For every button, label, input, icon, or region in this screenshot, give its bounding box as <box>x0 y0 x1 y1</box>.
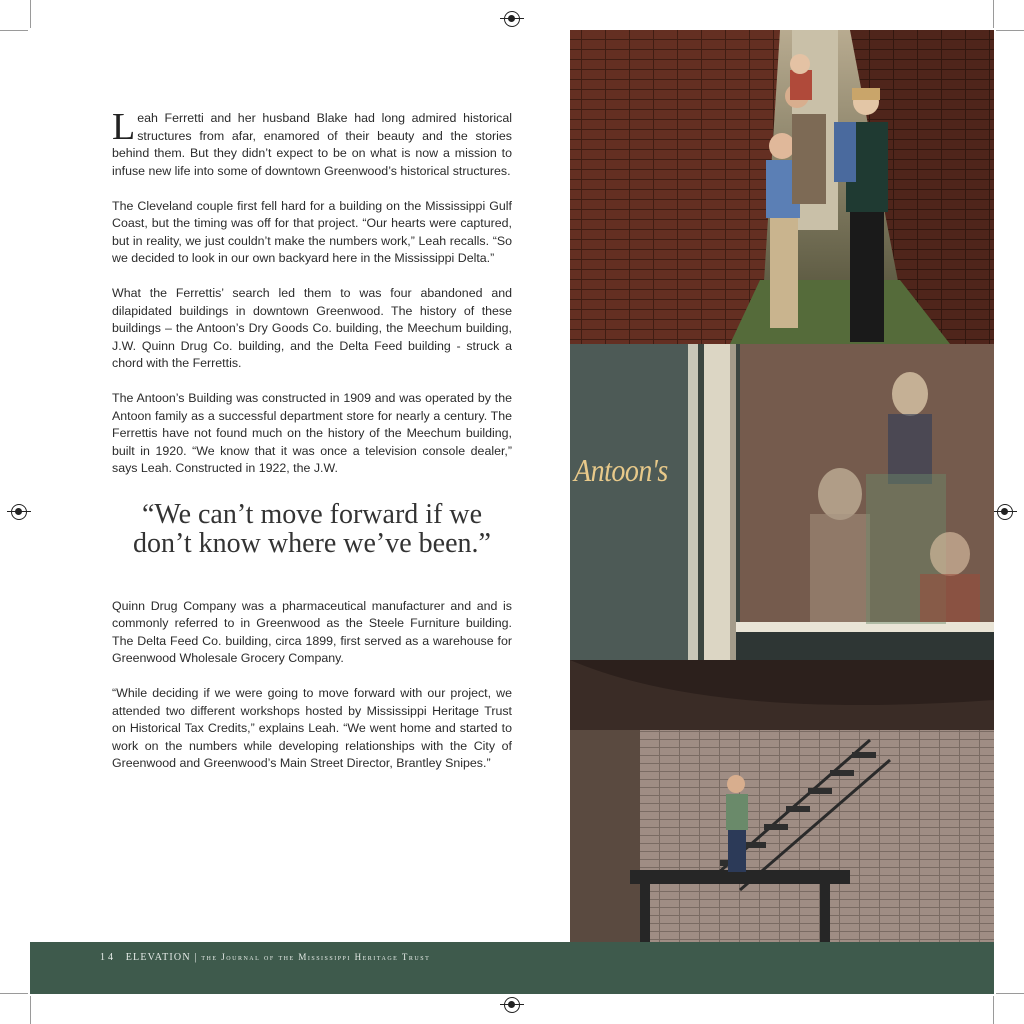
article-body <box>112 106 512 790</box>
footer-separator: | <box>194 952 198 963</box>
antoons-window-photo <box>570 344 994 660</box>
publication-subtitle: the Journal of the Mississippi Heritage Trust <box>201 952 431 962</box>
article-paragraph: Quinn Drug Company was a pharmaceutical manufacturer and and is commonly referred to in Greenwood as the Steele Furniture building. The Delta Feed Co. building, circa 1899, first served as a warehouse for Greenwood Wholesale Grocery Company. <box>112 598 512 665</box>
registration-mark-icon <box>11 504 27 520</box>
staircase-interior-photo <box>570 660 994 942</box>
pull-quote: “We can’t move forward if we don’t know where we’ve been.” <box>133 498 491 559</box>
crop-mark <box>996 993 1024 994</box>
crop-mark <box>30 996 31 1024</box>
page-number: 14 <box>100 952 116 963</box>
article-paragraph: The Cleveland couple first fell hard for a building on the Mississippi Gulf Coast, but the timing was off for that project. “Our hearts were captured, but in reality, we just couldn’t make the numbers work,” Leah recalls. “So we decided to look in our own backyard here in the Mississippi Delta.” <box>112 198 512 265</box>
antoons-window-sign: Antoon's <box>574 453 668 490</box>
family-alley-photo <box>570 30 994 344</box>
registration-mark-icon <box>504 997 520 1013</box>
registration-mark-icon <box>504 11 520 27</box>
drop-cap: L <box>112 106 136 148</box>
crop-mark <box>993 996 994 1024</box>
article-paragraph: What the Ferrettis’ search led them to was four abandoned and dilapidated buildings in downtown Greenwood. The history of these buildings – the Antoon’s Dry Goods Co. building, the Meechum building, J.W. Quinn Drug Co. building, and the Delta Feed building - struck a chord with the Ferrettis. <box>112 286 512 370</box>
crop-mark <box>30 0 31 28</box>
article-paragraph <box>112 106 512 180</box>
crop-mark <box>996 30 1024 31</box>
footer-band <box>30 942 994 994</box>
crop-mark <box>0 993 28 994</box>
crop-mark <box>993 0 994 28</box>
publication-name: ELEVATION <box>125 952 191 963</box>
paragraph-text: eah Ferretti and her husband Blake had long admired historical structures from afar, enamored of their beauty and the stories behind them. But they didn’t expect to be on what is now a mission to infuse new life into some of downtown Greenwood’s historical structures. <box>112 111 512 178</box>
footer-text <box>100 952 430 963</box>
crop-mark <box>0 30 28 31</box>
article-paragraph: The Antoon’s Building was constructed in 1909 and was operated by the Antoon family as a successful department store for nearly a century. The Ferrettis have not found much on the history of the Meechum building, built in 1920. “We know that it was once a television console dealer,” says Leah. Constructed in 1922, the J.W. <box>112 391 512 475</box>
registration-mark-icon <box>997 504 1013 520</box>
article-paragraph: “While deciding if we were going to move forward with our project, we attended two different workshops hosted by Mississippi Heritage Trust on Historical Tax Credits,” explains Leah. “We went home and started to work on the numbers while developing relationships with the City of Greenwood and Greenwood’s Main Street Director, Brantley Snipes.” <box>112 686 512 770</box>
